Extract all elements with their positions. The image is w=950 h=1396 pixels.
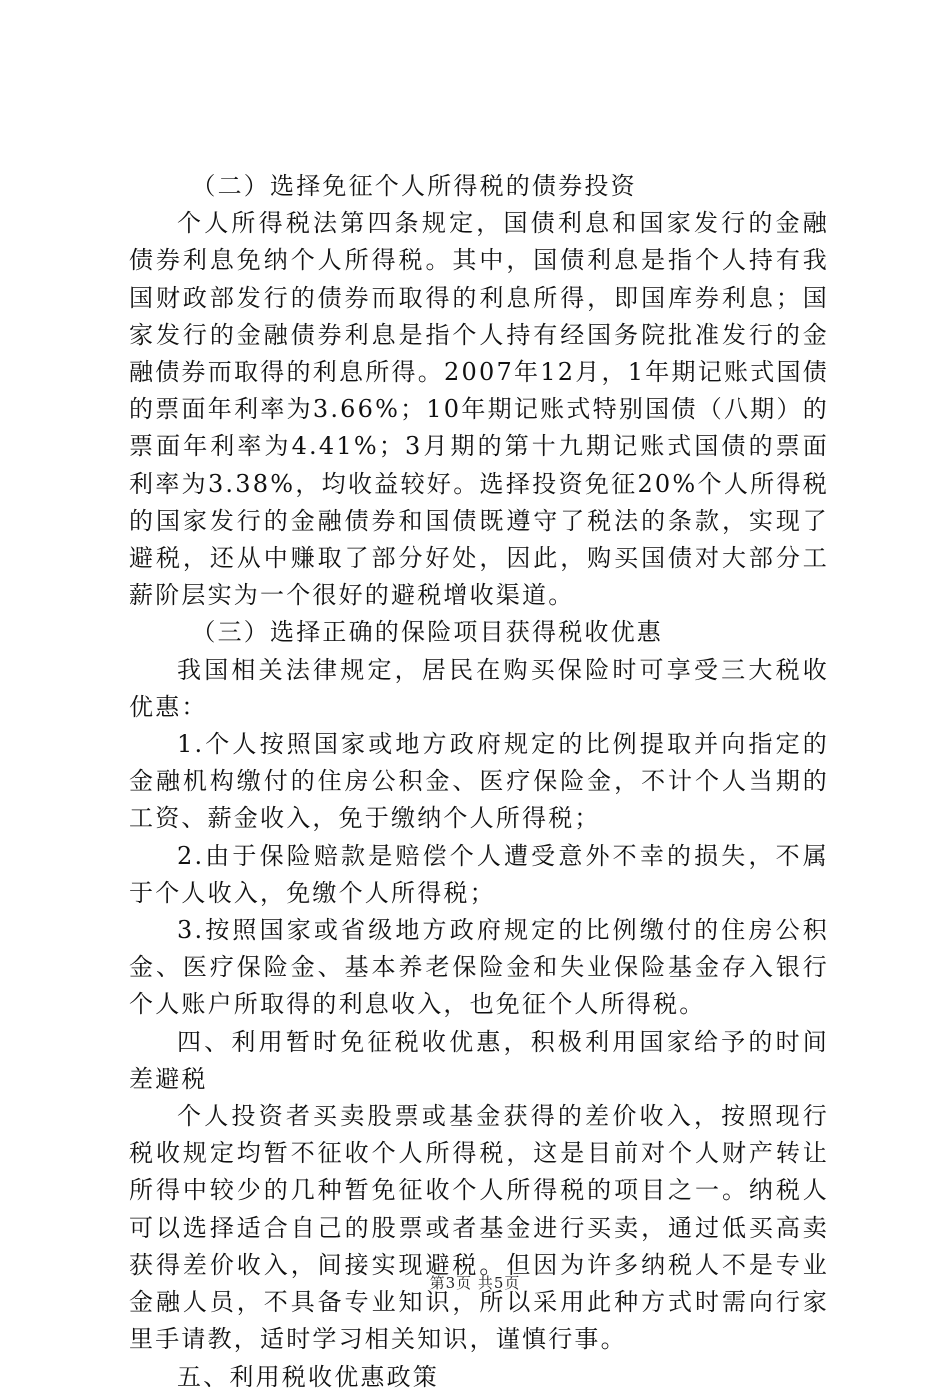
list-item-1: 1.个人按照国家或地方政府规定的比例提取并向指定的金融机构缴付的住房公积金、医疗保险金，不计个人当期的工资、薪金收入，免于缴纳个人所得税； [129, 730, 829, 833]
list-item-3: 3.按照国家或省级地方政府规定的比例缴付的住房公积金、医疗保险金、基本养老保险金和失业保险基金存入银行个人账户所取得的利息收入，也免征个人所得税。 [129, 916, 829, 1019]
paragraph-insurance-intro: 我国相关法律规定，居民在购买保险时可享受三大税收优惠： [129, 655, 829, 721]
paragraph-bond-interest: 个人所得税法第四条规定，国债利息和国家发行的金融债券利息免纳个人所得税。其中，国债利息是指个人持有我国财政部发行的债券而取得的利息所得，即国库券利息；国家发行的金融债券利息是指个人持有经国务院批准发行的金融债券而取得的利息所得。2007年12月，1年期记账式国债的票面年利率为3.66%；10年期记账式特别国债（八期）的票面年利率为4.41%；3月期的第十九期记账式国债的票面利率为3.38%，均收益较好。选择投资免征20%个人所得税的国家发行的金融债券和国债既遵守了税法的条款，实现了避税，还从中赚取了部分好处，因此，购买国债对大部分工薪阶层实为一个很好的避税增收渠道。 [129, 209, 829, 610]
section-heading-tax-policy: 五、利用税收优惠政策 [177, 1362, 439, 1391]
section-heading-bond-investment: （二）选择免征个人所得税的债券投资 [191, 172, 637, 200]
page-number-footer: 第3页 共5页 [429, 1274, 521, 1292]
section-heading-time-difference: 四、利用暂时免征税收优惠，积极利用国家给予的时间差避税 [129, 1027, 829, 1093]
list-item-2: 2.由于保险赔款是赔偿个人遭受意外不幸的损失，不属于个人收入，免缴个人所得税； [129, 841, 829, 907]
section-heading-insurance: （三）选择正确的保险项目获得税收优惠 [191, 618, 663, 647]
document-body [129, 168, 829, 1396]
paragraph-stock-fund: 个人投资者买卖股票或基金获得的差价收入，按照现行税收规定均暂不征收个人所得税，这是目前对个人财产转让所得中较少的几种暂免征收个人所得税的项目之一。纳税人可以选择适合自己的股票或者基金进行买卖，通过低买高卖获得差价收入，间接实现避税。但因为许多纳税人不是专业金融人员，不具备专业知识，所以采用此种方式时需向行家里手请教，适时学习相关知识，谨慎行事。 [129, 1102, 829, 1354]
